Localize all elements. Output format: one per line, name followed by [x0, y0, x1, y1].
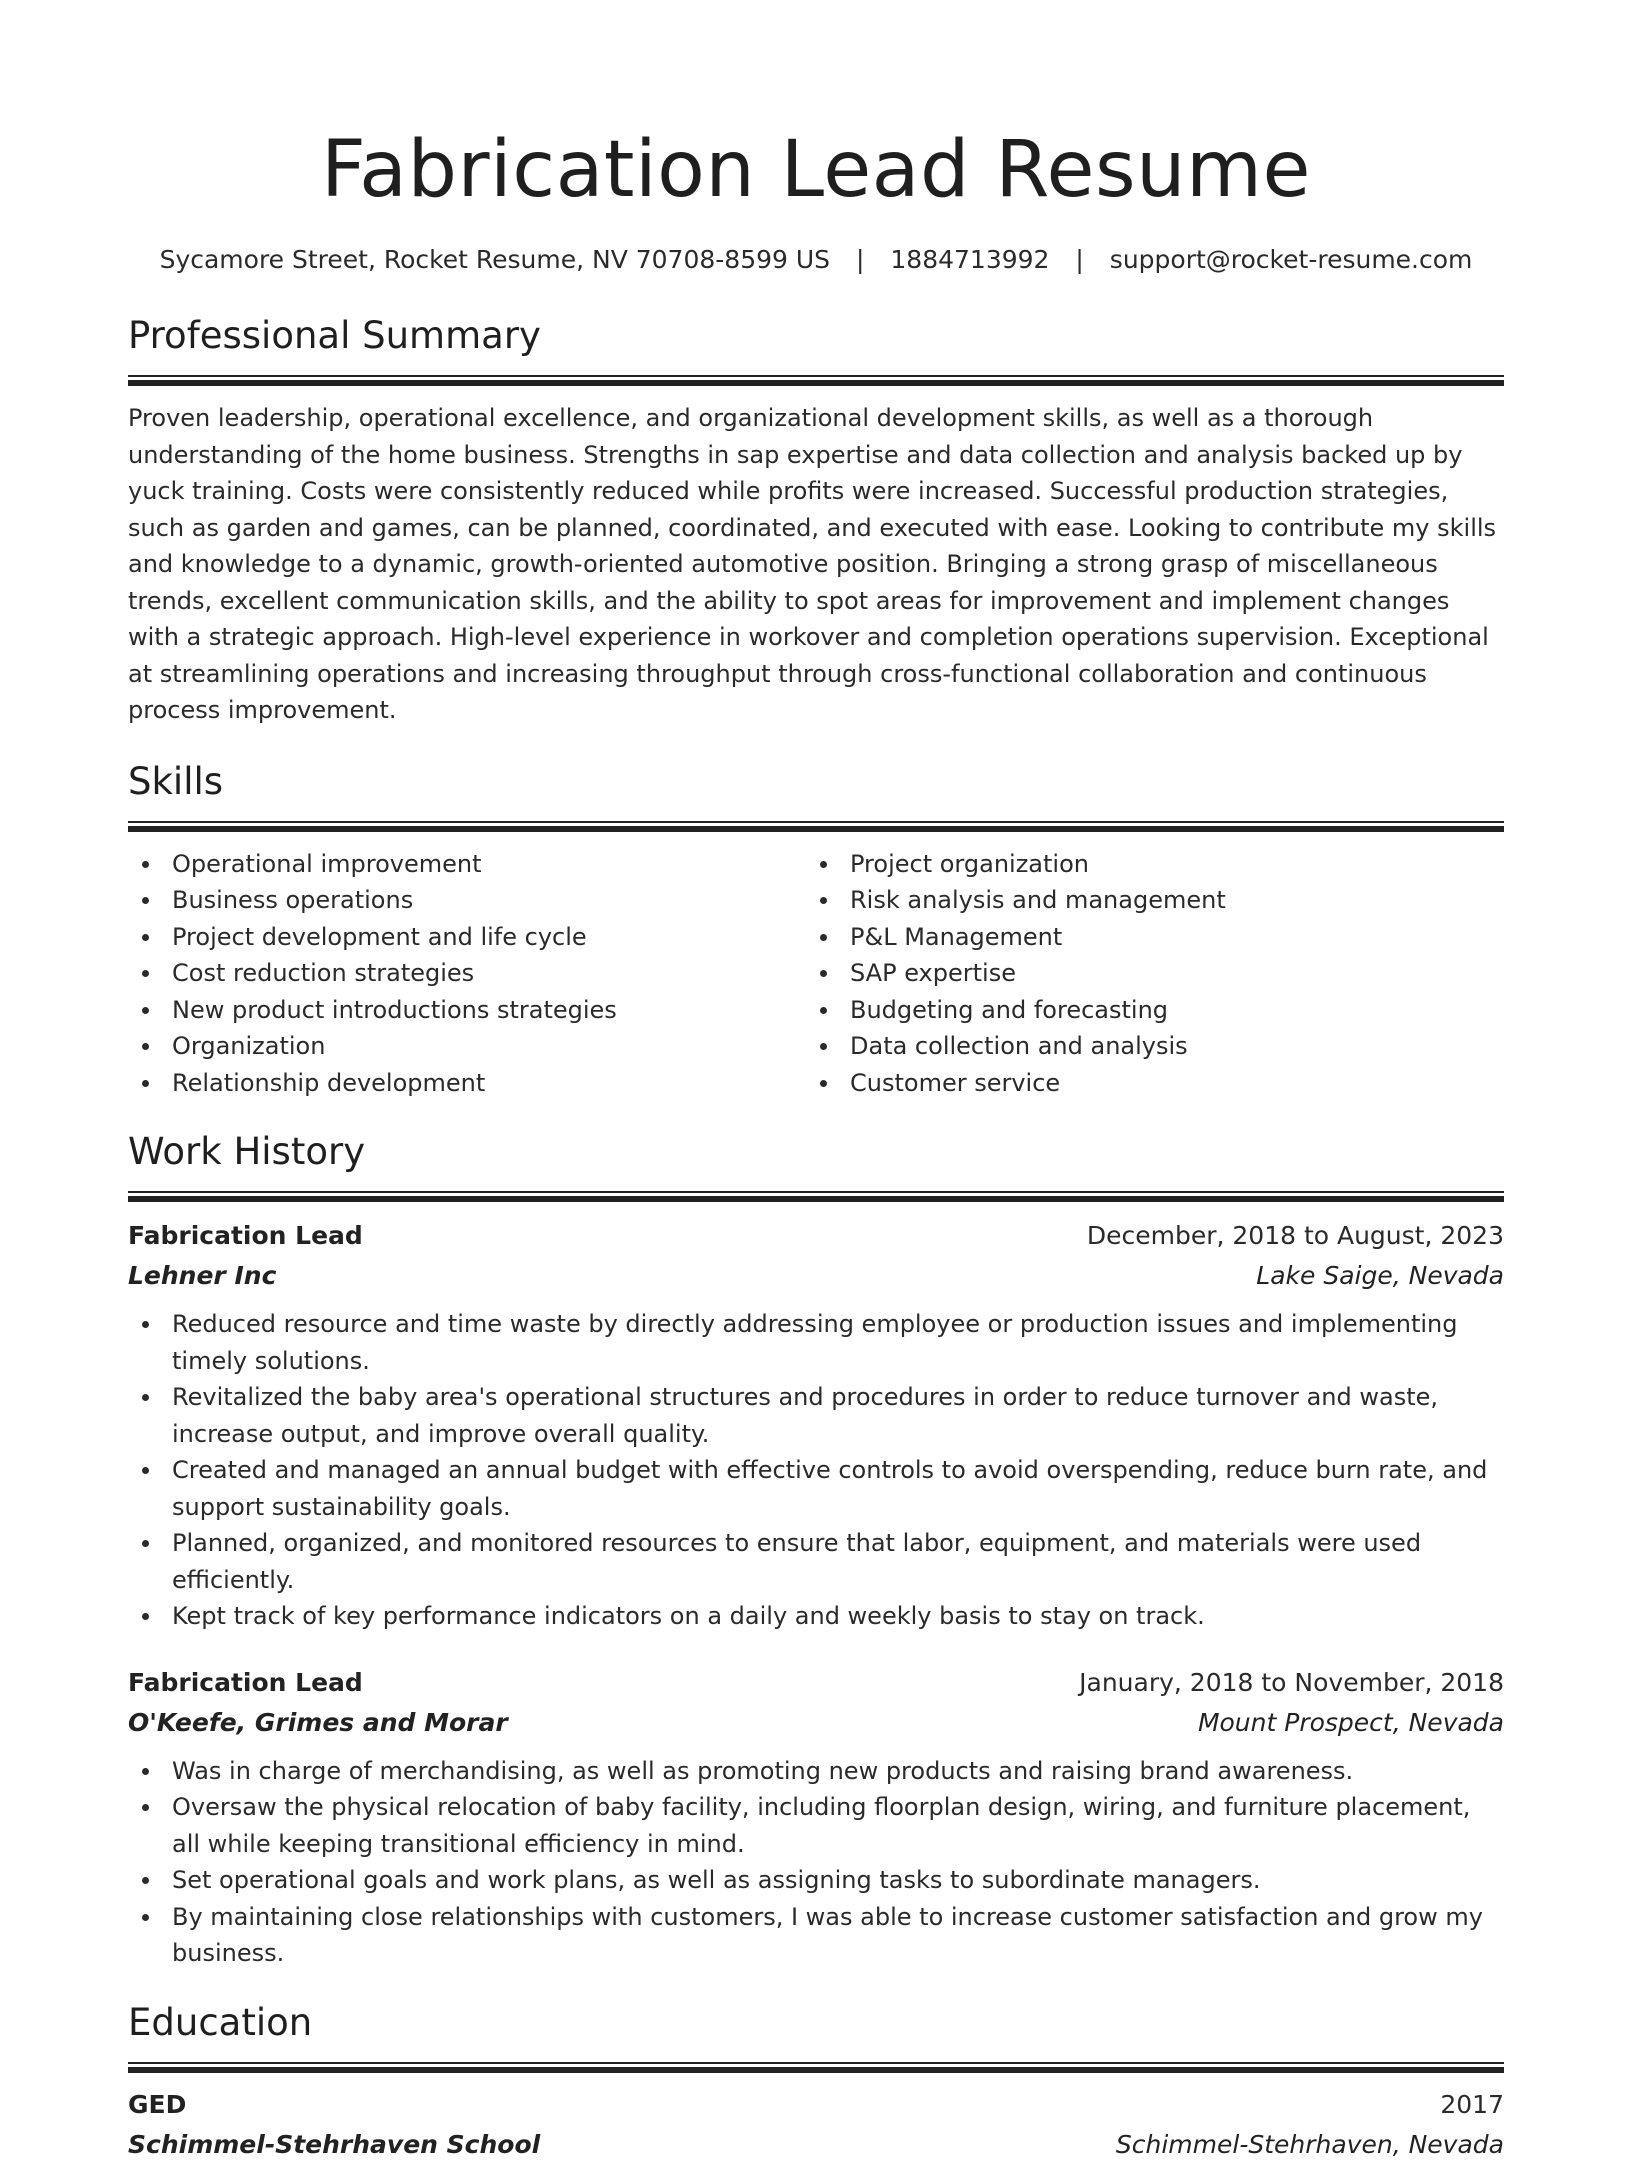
- education-section: [128, 2000, 1504, 2165]
- skill-item: Cost reduction strategies: [128, 955, 806, 992]
- skill-item: Risk analysis and management: [806, 882, 1484, 919]
- section-divider: [128, 821, 1504, 832]
- job-title: Fabrication Lead: [128, 1221, 363, 1250]
- education-year: 2017: [1440, 2089, 1504, 2119]
- duty-item: Revitalized the baby area's operational structures and procedures in order to reduce turnover and waste, increase output, and improve overall quality.: [128, 1379, 1504, 1452]
- skills-heading: Skills: [128, 759, 224, 803]
- job-dates: January, 2018 to November, 2018: [1079, 1667, 1504, 1697]
- education-header: [128, 2085, 1504, 2125]
- resume-title: Fabrication Lead Resume: [320, 125, 1312, 215]
- skills-list-right: [806, 846, 1484, 1102]
- education-location: Schimmel-Stehrhaven, Nevada: [1115, 2129, 1504, 2159]
- job-location: Mount Prospect, Nevada: [1197, 1707, 1504, 1737]
- job-entry: [128, 1216, 1504, 1635]
- education-subheader: [128, 2125, 1504, 2165]
- duty-item: Planned, organized, and monitored resources to ensure that labor, equipment, and materials were used efficiently.: [128, 1525, 1504, 1598]
- skills-section: [128, 759, 1504, 1102]
- education-degree: GED: [128, 2089, 187, 2119]
- skill-item: Project development and life cycle: [128, 919, 806, 956]
- job-entry: [128, 1663, 1504, 1972]
- skills-columns: [128, 846, 1504, 1102]
- skill-item: P&L Management: [806, 919, 1484, 956]
- contact-email: support@rocket-resume.com: [1109, 245, 1473, 274]
- duty-item: Created and managed an annual budget with effective controls to avoid overspending, reduce burn rate, and support sustainability goals.: [128, 1452, 1504, 1525]
- duty-item: Set operational goals and work plans, as well as assigning tasks to subordinate managers.: [128, 1862, 1504, 1899]
- summary-heading: Professional Summary: [128, 314, 541, 357]
- job-subheader: [128, 1256, 1504, 1296]
- work-section: [128, 1129, 1504, 1972]
- skill-item: Operational improvement: [128, 846, 806, 883]
- skill-item: Organization: [128, 1028, 806, 1065]
- duty-item: By maintaining close relationships with customers, I was able to increase customer satisfaction and grow my business.: [128, 1899, 1504, 1972]
- skill-item: Data collection and analysis: [806, 1028, 1484, 1065]
- job-dates: December, 2018 to August, 2023: [1086, 1221, 1504, 1250]
- skill-item: Business operations: [128, 882, 806, 919]
- skill-item: Project organization: [806, 846, 1484, 883]
- job-location: Lake Saige, Nevada: [1256, 1261, 1504, 1290]
- work-heading: Work History: [128, 1130, 366, 1173]
- contact-address: Sycamore Street, Rocket Resume, NV 70708-8599 US: [159, 245, 831, 274]
- job-subheader: [128, 1703, 1504, 1743]
- job-duties: [128, 1306, 1504, 1635]
- duty-item: Oversaw the physical relocation of baby facility, including floorplan design, wiring, and furniture placement, all while keeping transitional efficiency in mind.: [128, 1789, 1504, 1862]
- section-divider: [128, 375, 1504, 386]
- education-school: Schimmel-Stehrhaven School: [128, 2129, 541, 2159]
- skills-list-left: [128, 846, 806, 1102]
- education-entry: [128, 2085, 1504, 2165]
- education-heading: Education: [128, 2000, 313, 2044]
- job-header: [128, 1663, 1504, 1703]
- duty-item: Was in charge of merchandising, as well as promoting new products and raising brand awareness.: [128, 1753, 1504, 1790]
- summary-text: Proven leadership, operational excellence, and organizational development skills, as well as a thorough understanding of the home business. Strengths in sap expertise and data collection and analysis backed up by yuck training. Costs were consistently reduced while profits were increased. Successful production strategies, such as garden and games, can be planned, coordinated, and executed with ease. Looking to contribute my skills and knowledge to a dynamic, growth-oriented automotive position. Bringing a strong grasp of miscellaneous trends, excellent communication skills, and the ability to spot areas for improvement and implement changes with a strategic approach. High-level experience in workover and completion operations supervision. Exceptional at streamlining operations and increasing throughput through cross-functional collaboration and continuous process improvement.: [128, 404, 1497, 724]
- job-company: O'Keefe, Grimes and Morar: [128, 1707, 508, 1737]
- job-duties: [128, 1753, 1504, 1972]
- summary-section: [128, 313, 1504, 729]
- contact-line: [128, 243, 1504, 277]
- duty-item: Reduced resource and time waste by directly addressing employee or production issues and implementing timely solutions.: [128, 1306, 1504, 1379]
- skill-item: SAP expertise: [806, 955, 1484, 992]
- contact-phone: 1884713992: [890, 245, 1050, 274]
- job-header: [128, 1216, 1504, 1256]
- skill-item: Customer service: [806, 1065, 1484, 1102]
- skill-item: Relationship development: [128, 1065, 806, 1102]
- job-title: Fabrication Lead: [128, 1667, 363, 1697]
- duty-item: Kept track of key performance indicators on a daily and weekly basis to stay on track.: [128, 1598, 1504, 1635]
- section-divider: [128, 2062, 1504, 2073]
- job-company: Lehner Inc: [128, 1261, 277, 1290]
- skill-item: New product introductions strategies: [128, 992, 806, 1029]
- contact-separator: |: [1075, 245, 1084, 274]
- skill-item: Budgeting and forecasting: [806, 992, 1484, 1029]
- contact-separator: |: [856, 245, 865, 274]
- section-divider: [128, 1191, 1504, 1202]
